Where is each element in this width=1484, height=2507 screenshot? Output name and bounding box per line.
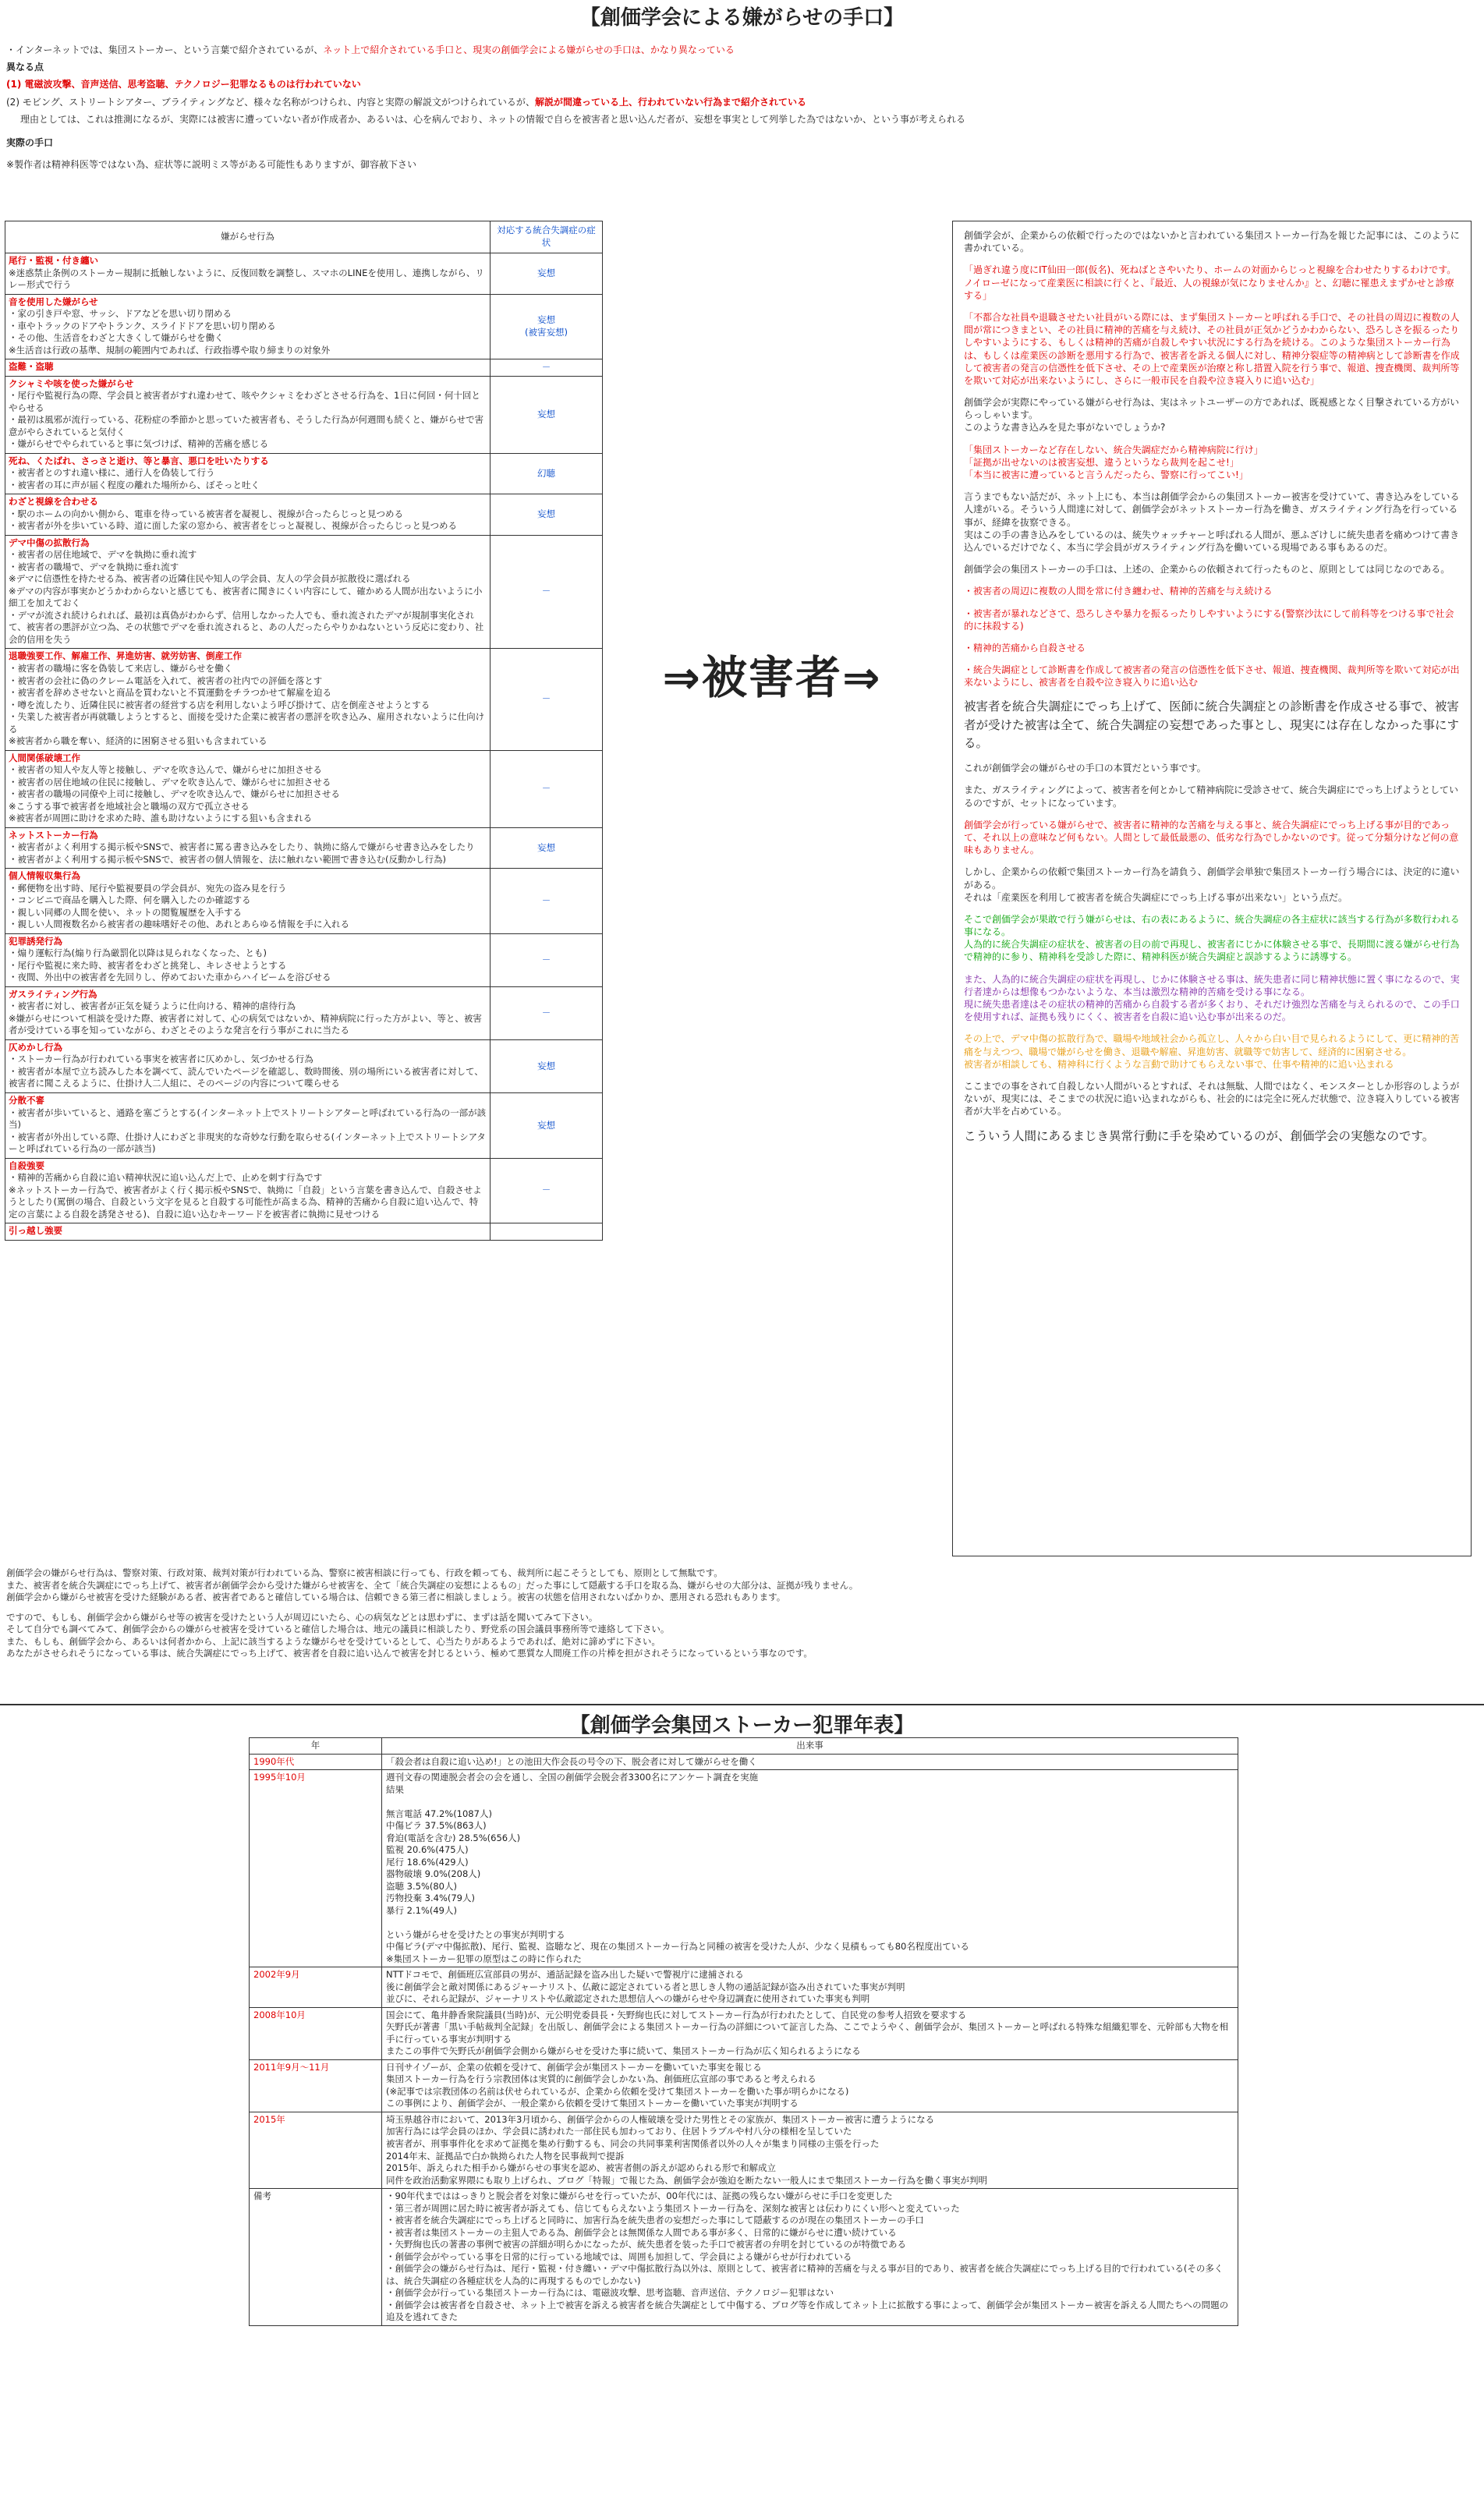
harassment-details: ・被害者とのすれ違い様に、通行人を偽装して行う ・被害者の耳に声が届く程度の離れた場所から、ぼそっと吐く bbox=[9, 467, 260, 490]
harassment-row bbox=[5, 359, 603, 377]
harassment-row bbox=[5, 649, 603, 750]
chronology-year: 2011年9月〜11月 bbox=[250, 2059, 382, 2112]
chronology-event: 埼玉県越谷市において、2013年3月頃から、創価学会からの人権破壊を受けた男性とその家族が、集団ストーカー被害に遭うようになる 加害行為には学会員のほか、学会員に誘われた一部住民も加わっており、住居トラブルや村八分の様相を呈していた 被害者が、刑事事件化を求めて証拠を集め行動するも、同会の共同事業利害関係者以外の人々が集まり同様の主張を行った 2014年末、証拠品で白か執拗られた人物を民事裁判で提訴 2015年、訴えられた相手から嫌がらせの事実を認め、被害者側の訴えが認められる形で和解成立 同件を政治活動家界隈にも取り上げられ、ブログ「特報」で報じた為、創価学会が強迫を断たない一般人にまで集団ストーカー行為を働く事実が判明 bbox=[382, 2112, 1238, 2188]
harassment-cell bbox=[5, 494, 491, 536]
harassment-row bbox=[5, 1093, 603, 1159]
harassment-title: 人間関係破壊工作 bbox=[9, 752, 80, 763]
harassment-title: 犯罪誘発行為 bbox=[9, 935, 62, 947]
diff-item-2-reason: 理由としては、これは推測になるが、実際には被害に遭っていない者が作成者か、あるいは、心を病んでおり、ネットの情報で自らを被害者と思い込んだ者が、妄想を事実として列挙した為ではないか、という事が考えられる bbox=[20, 113, 966, 125]
harassment-title: 尾行・監視・付き纏い bbox=[9, 255, 98, 266]
chronology-year: 2015年 bbox=[250, 2112, 382, 2188]
header-event: 出来事 bbox=[382, 1738, 1238, 1755]
chronology-event: ・90年代までははっきりと脱会者を対象に嫌がらせを行っていたが、00年代には、証拠の残らない嫌がらせに手口を変更した ・第三者が周囲に居た時に被害者が訴えても、信じてもらえないよう集団ストーカー行為を、深刻な被害とは伝わりにくい形へと変えていった ・被害者を統合失調症にでっち上げると同時に、加害行為を統失患者の妄想だった事にして隠蔽するのが現在の集団ストーカーの手口 ・被害者は集団ストーカーの主狙人である為、創価学会とは無関係な人間である事が多く、日常的に嫌がらせに遭い続けている ・矢野絢也氏の著書の事例で被害の詳細が明らかになったが、統失患者を装った手口で被害者の弁明を封じているのが特徴である ・創価学会がやっている事を日常的に行っている地域では、周囲も加担して、学会員による嫌がらせが行われている ・創価学会の嫌がらせ行為は、尾行・監視・付き纏い・デマ中傷拡散行為以外は、原則として、被害者に精神的苦痛を与える事が目的であり、被害者を統合失調症にでっち上げる目的で行われている(その多くは、統合失調症の各種症状を人為的に再現するものでしかない) ・創価学会が行っている集団ストーカー行為には、電磁波攻撃、思考盗聴、音声送信、テクノロジー犯罪はない ・創価学会は被害者を自殺させ、ネット上で被害を訴える被害者を統合失調症として中傷する、ブログ等を作成してネット上に拡散する事によって、創価学会が集団ストーカー被害を訴える人間たちへの問題の追及を逃れてきた bbox=[382, 2189, 1238, 2326]
harassment-details: ・被害者に対し、被害者が正気を疑うように仕向ける、精神的虐待行為 ※嫌がらせについて相談を受けた際、被害者に対して、心の病気ではないか、精神病院に行った方がよい、等と、被害者が受けている事を知っていながら、わざとそのような発言を行う事がこれに当たる bbox=[9, 1000, 482, 1036]
harassment-cell bbox=[5, 869, 491, 934]
intro-line1-red: ネット上で紹介されている手口と、現実の創価学会による嫌がらせの手口は、かなり異なっている bbox=[323, 44, 735, 55]
harassment-cell bbox=[5, 453, 491, 494]
harassment-cell bbox=[5, 253, 491, 295]
harassment-details: ・被害者の知人や友人等と接触し、デマを吹き込んで、嫌がらせに加担させる ・被害者の居住地域の住民に接触し、デマを吹き込んで、嫌がらせに加担させる ・被害者の職場の同僚や上司に接触し、デマを吹き込んで、嫌がらせに加担させる ※こうする事で被害者を地域社会と職場の双方で孤立させる ※被害者が周囲に助けを求めた時、誰も助けないようにする狙いも含まれる bbox=[9, 764, 340, 824]
harassment-row bbox=[5, 869, 603, 934]
rbox-conclusion: こういう人間にあるまじき異常行動に手を染めているのが、創価学会の実態なのです。 bbox=[964, 1128, 1435, 1143]
chronology-event: NTTドコモで、創価班広宣部員の男が、通話記録を盗み出した疑いで警視庁に逮捕される 後に創価学会と敵対関係にあるジャーナリスト、仏敵に認定されている者と思しき人物の通話記録が盗み出されていた事実が判明 並びに、それら記録が、ジャーナリストや仏敵認定された思想信人への嫌がらせや身辺調査に使用されていた事実も判明 bbox=[382, 1967, 1238, 2008]
page-title: 【創価学会による嫌がらせの手口】 bbox=[579, 6, 905, 30]
harassment-title: 引っ越し強要 bbox=[9, 1225, 62, 1237]
rbox-point-3: ・精神的苦痛から自殺させる bbox=[964, 642, 1086, 653]
rbox-p1: 創価学会が、企業からの依頼で行ったのではないかと言われている集団ストーカー行為を報じた記事には、このように書かれている。 bbox=[964, 230, 1460, 254]
chronology-year: 2008年10月 bbox=[250, 2007, 382, 2059]
diff2-red: 解説が間違っている上、行われていない行為まで紹介されている bbox=[534, 96, 806, 108]
harassment-details: ・被害者が歩いていると、通路を塞ごうとする(インターネット上でストリートシアターと呼ばれている行為の一部が該当) ・被害者が外出している際、仕掛け人にわざと非現実的な奇妙な行動を取らせる(インターネット上でストリートシアターと呼ばれている行為の一部が該当) bbox=[9, 1107, 487, 1155]
harassment-row bbox=[5, 827, 603, 869]
chronology-row bbox=[250, 2007, 1238, 2059]
intro-line1-prefix: ・インターネットでは、集団ストーカー、という言葉で紹介されているが、 bbox=[6, 44, 324, 55]
chronology-row bbox=[250, 2059, 1238, 2112]
harassment-row bbox=[5, 933, 603, 986]
header-harassment: 嫌がらせ行為 bbox=[5, 221, 491, 253]
harassment-details bbox=[5, 1238, 490, 1240]
rbox-p19: その上で、デマ中傷の拡散行為で、職場や地域社会から孤立し、人々から白い目で見られるようにして、更に精神的苦痛を与えつつ、職場で嫌がらせを働き、退職や解雇、昇進妨害、就職等で妨害して、経済的に困窮させる。 被害者が相談しても、精神科に行くような言動で助けてもらえない事で、仕事や精神的に追い込まれる bbox=[964, 1033, 1460, 1070]
harassment-row bbox=[5, 376, 603, 453]
footnotes bbox=[6, 1567, 1472, 1664]
rbox-p6: 言うまでもない話だが、ネット上にも、本当は創価学会からの集団ストーカー被害を受けていて、書き込みをしている人達がいる。そういう人間達に対して、創価学会がネットストーカー行為を働き、ガスライティング行為を行っている事が、経緯を抜察できる。 実はこの手の書き込みをしているのは、統失ウォッチャーと呼ばれる人間が、悪ふざけしに統失患者を痛めつけて書き込んでいるだけでなく、本当に学会員がガスライティング行為を働いている現場である事もあるのだ。 bbox=[964, 491, 1460, 553]
harassment-row bbox=[5, 494, 603, 536]
harassment-row bbox=[5, 986, 603, 1039]
chronology-row bbox=[250, 1770, 1238, 1967]
diff2-prefix: (2) モビング、ストリートシアター、ブライティングなど、様々な名称がつけられ、内容と実際の解説文がつけられているが、 bbox=[6, 96, 535, 108]
harassment-details: ・煽り運転行為(煽り行為厳罰化以降は見られなくなった、とも) ・尾行や監視に来た時、被害者をわざと挑発し、キレさせようとする ・夜間、外出中の被害者を先回りし、停めておいた車からハイビームを浴びせる bbox=[9, 947, 331, 983]
harassment-cell bbox=[5, 535, 491, 649]
header-symptom: 対応する統合失調症の症状 bbox=[491, 221, 603, 253]
symptom-cell: － bbox=[491, 1158, 603, 1223]
chronology-year: 1995年10月 bbox=[250, 1770, 382, 1967]
symptom-cell: － bbox=[491, 649, 603, 750]
rbox-point-1: ・被害者の周辺に複数の人間を常に付き纏わせ、精神的苦痛を与え続ける bbox=[964, 586, 1273, 597]
symptom-cell bbox=[491, 1223, 603, 1241]
harassment-title: 盗難・盗聴 bbox=[9, 361, 54, 373]
harassment-details: ・被害者がよく利用する掲示板やSNSで、被害者に罵る書き込みをしたり、執拗に絡んで嫌がらせ書き込みをしたり ・被害者がよく利用する掲示板やSNSで、被害者の個人情報を、法に触れない範囲で書き込む(反動かし行為) bbox=[9, 841, 475, 865]
harassment-title: 死ね、くたばれ、さっさと逝け、等と暴言、悪口を吐いたりする bbox=[9, 455, 269, 466]
methods-heading: 実際の手口 bbox=[6, 136, 54, 148]
symptom-cell: 妄想 bbox=[491, 827, 603, 869]
chronology-event: 国会にて、亀井静香衆院議員(当時)が、元公明党委員長・矢野絢也氏に対してストーカー行為が行われたとして、自民党の参考人招致を要求する 矢野氏が著書「黒い手帖裁判全記録」を出版し、創価学会による集団ストーカー行為の詳細について証言した為、ここでようやく、創価学会が、集団ストーカーと呼ばれる特殊な組織犯罪を、元幹部も大物を相手に行っている事実が判明する またこの事件で矢野氏が創価学会側から嫌がらせを受けた事に続いて、集団ストーカー行為が広く知られるようになる bbox=[382, 2007, 1238, 2059]
harassment-cell bbox=[5, 1093, 491, 1159]
harassment-details: ・被害者の職場に客を偽装して来店し、嫌がらせを働く ・被害者の会社に偽のクレーム電話を入れて、被害者の社内での評価を落とす ・被害者を辞めさせないと商品を買わないと不買運動をチラつかせて解雇を迫る ・噂を流したり、近隣住民に被害者の経営する店を利用しないよう呼び掛けて、店を倒産させようとする ・失業した被害者が再就職しようとすると、面接を受けた企業に被害者の悪評を吹き込み、雇用されないように仕向ける ※被害者から職を奪い、経済的に困窮させる狙いも含まれている bbox=[9, 662, 485, 747]
harassment-title: ネットストーカー行為 bbox=[9, 829, 98, 841]
harassment-title: 個人情報収集行為 bbox=[9, 870, 80, 882]
symptom-cell: 幻聴 bbox=[491, 453, 603, 494]
rbox-p20: ここまでの事をされて自殺しない人間がいるとすれば、それは無駄、人間ではなく、モンスターとしか形容のしようがないが、現実には、そこまでの状況に追い込まれながらも、社会的には完全に死んだ状態で、泣き寝入りしている被害者が大半を占めている。 bbox=[964, 1080, 1460, 1117]
harassment-row bbox=[5, 750, 603, 827]
rbox-p16: しかし、企業からの依頼で集団ストーカー行為を請負う、創価学会単独で集団ストーカー行う場合には、決定的に違いがある。 それは「産業医を利用して被害者を統合失調症にでっち上げる事が出来ない」という点だ。 bbox=[964, 866, 1460, 903]
harassment-row bbox=[5, 1039, 603, 1092]
rbox-p7: 創価学会の集団ストーカーの手口は、上述の、企業からの依頼されて行ったものと、原則としては同じなのである。 bbox=[964, 564, 1450, 575]
harassment-cell bbox=[5, 294, 491, 359]
harassment-cell bbox=[5, 1223, 491, 1241]
chronology-row bbox=[250, 1967, 1238, 2008]
footnote-2: ですので、もしも、創価学会から嫌がらせ等の被害を受けたという人が周辺にいたら、心の病気などとは思わずに、まずは話を聞いてみて下さい。 そして自分でも調べてみて、創価学会からの嫌がらせ被害を受けていると確信した場合は、地元の議員に相談したり、野党系の国会議員事務所等で連絡して下さい。 また、もしも、創価学会から、あるいは何者かから、上記に該当するような嫌がらせを受けているとして、心当たりがあるようであれば、絶対に諦めずに下さい。 あなたがさせられそうになっている事は、統合失調症にでっち上げて、被害者を自殺に追い込んで被害を封じるという、極めて悪質な人間廃工作の片棒を担がされそうになっているという事なのです。 bbox=[6, 1611, 813, 1659]
symptom-cell: 妄想 bbox=[491, 1093, 603, 1159]
methods-note: ※製作者は精神科医等ではない為、症状等に説明ミス等がある可能性もありますが、御容赦下さい bbox=[6, 159, 417, 171]
chronology-title: 【創価学会集団ストーカー犯罪年表】 bbox=[569, 1714, 915, 1737]
harassment-row bbox=[5, 253, 603, 295]
symptom-cell: － bbox=[491, 750, 603, 827]
chronology-row bbox=[250, 2112, 1238, 2188]
rbox-p4: 創価学会が実際にやっている嫌がらせ行為は、実はネットユーザーの方であれば、既視感となく目撃されている方がいらっしゃいます。 このような書き込みを見た事がないでしょうか? bbox=[964, 397, 1460, 434]
symptom-cell: 妄想 bbox=[491, 376, 603, 453]
harassment-row bbox=[5, 453, 603, 494]
harassment-row bbox=[5, 1223, 603, 1241]
harassment-title: 退職強要工作、解雇工作、昇進妨害、就労妨害、倒産工作 bbox=[9, 650, 242, 662]
harassment-title: クシャミや咳を使った嫌がらせ bbox=[9, 377, 134, 389]
chronology-year: 2002年9月 bbox=[250, 1967, 382, 2008]
chronology-year: 1990年代 bbox=[250, 1754, 382, 1770]
harassment-row bbox=[5, 1158, 603, 1223]
section-divider bbox=[0, 1704, 1484, 1705]
diff-item-1: (1) 電磁波攻撃、音声送信、思考盗聴、テクノロジー犯罪なるものは行われていない bbox=[6, 79, 361, 90]
harassment-cell bbox=[5, 827, 491, 869]
harassment-cell bbox=[5, 376, 491, 453]
differences-heading: 異なる点 bbox=[6, 62, 44, 73]
harassment-details: ※迷惑禁止条例のストーカー規制に抵触しないように、反復回数を調整し、スマホのLINEを使用し、連携しながら、リレー形式で行う bbox=[9, 267, 484, 291]
harassment-title: デマ中傷の拡散行為 bbox=[9, 536, 90, 548]
harassment-cell bbox=[5, 649, 491, 750]
harassment-row bbox=[5, 535, 603, 649]
intro-line1 bbox=[6, 44, 1472, 56]
symptom-cell: － bbox=[491, 933, 603, 986]
harassment-title: 自殺強要 bbox=[9, 1160, 44, 1171]
harassment-row bbox=[5, 294, 603, 359]
chronology-event: 週刊文春の関連脱会者会の会を通し、全国の創価学会脱会者3300名にアンケート調査を実施 結果 無言電話 47.2%(1087人) 中傷ビラ 37.5%(863人) 脅迫(電話を含む) 28.5%(656人) 監視 20.6%(475人) 尾行 18.6%(429人) 器物破壊 9.0%(208人) 盗聴 3.5%(80人) 汚物投棄 3.4%(79人) 暴行 2.1%(49人) という嫌がらせを受けたとの事実が判明する 中傷ビラ(デマ中傷拡散)、尾行、監視、盗聴など、現在の集団ストーカー行為と同種の被害を受けた人が、少なく見積もっても80名程度出ている ※集団ストーカー犯罪の原型はこの時に作られた bbox=[382, 1770, 1238, 1967]
explanation-box bbox=[952, 221, 1472, 1556]
harassment-cell bbox=[5, 933, 491, 986]
header-year: 年 bbox=[250, 1738, 382, 1755]
harassment-details: ・尾行や監視行為の際、学会員と被害者がすれ違わせて、咳やクシャミをわざとさせる行為を、1日に何回・何十回とやらせる ・最初は風邪が流行っている、花粉症の季節かと思っていた被害者も、そうした行為が何週間も続くと、嫌がらせで害意がやらされていると気付く ・嫌がらせでやられていると事に気づけば、精神的苦痛を感じる bbox=[9, 390, 484, 450]
rbox-quote-1: 「過ぎれ違う度にIT仙田一郎(仮名)、死ねばとさやいたり、ホームの対面からじっと視線を合わせたりするわけです。ノイローゼになって産業医に相談に行くと、『最近、人の視線が気になりませんか』と、幻聴に罹患えまずかせと診療する」 bbox=[964, 264, 1457, 301]
chronology-event: 「殺会者は自殺に追い込め!」との池田大作会長の号令の下、脱会者に対して嫌がらせを働く bbox=[382, 1754, 1238, 1770]
harassment-title: わざと視線を合わせる bbox=[9, 496, 98, 508]
harassment-cell bbox=[5, 359, 491, 377]
symptom-cell: － bbox=[491, 869, 603, 934]
harassment-details: ・被害者の居住地域で、デマを執拗に垂れ流す ・被害者の職場で、デマを執拗に垂れ流す ※デマに信憑性を持たせる為、被害者の近隣住民や知人の学会員、友人の学会員が拡散役に選ばれる ※デマの内容が事実かどうかわからないと感じても、被害者に聞きにくい内容にして、確かめる人間が出ないように小細工を加えておく ・デマが流され続けられれば、最初は真偽がわからず、信用しなかった人でも、垂れ流されたデマが規制事実化されて、被害者の悪評が立つ為、その状態でデマを垂れ流されると、あの人だったらやりかねないという反応に変わり、社会的信用を失う bbox=[9, 549, 484, 645]
symptom-cell: － bbox=[491, 986, 603, 1039]
harassment-details: ・郵便物を出す時、尾行や監視要員の学会員が、宛先の盗み見を行う ・コンビニで商品を購入した際、何を購入したのか確認する ・親しい同郷の人間を使い、ネットの閲覧履歴を入手する ・親しい人間複数名から被害者の趣味嗜好その他、あれとあらゆる情報を手に入れる bbox=[9, 882, 349, 930]
harassment-cell bbox=[5, 750, 491, 827]
chronology-year: 備考 bbox=[250, 2189, 382, 2326]
intro-section bbox=[6, 44, 1472, 175]
harassment-title: 仄めかし行為 bbox=[9, 1041, 62, 1053]
rbox-point-2: ・被害者が暴れなどさて、恐ろしさや暴力を振るったりしやすいようにする(警察沙汰にして前科等をつける事で社会的に抹殺する) bbox=[964, 607, 1454, 632]
harassment-cell bbox=[5, 1039, 491, 1092]
harassment-cell bbox=[5, 986, 491, 1039]
harassment-details: ・精神的苦痛から自殺に追い精神状況に追い込んだ上で、止めを刺す行為です ※ネットストーカー行為で、被害者がよく行く掲示板やSNSで、執拗に「自殺」という言葉を書き込んで、自殺させようとしたり(罵倒の場合、自殺という文字を見ると自殺する可能性が高まる為、精神的苦痛から自殺に追い込んで、特定の言葉による自殺を誘発させる)、自殺に追い込むキーワードを被害者に執拗に見せつける bbox=[9, 1172, 482, 1220]
diff-item-2 bbox=[6, 96, 1472, 108]
rbox-p18: また、人為的に統合失調症の症状を再現し、じかに体験させる事は、統失患者に同じ精神状態に置く事になるので、実行者達からは想像もつかないような、本当は激烈な精神的苦痛を受ける事になる。 現に統失患者達はその症状の精神的苦痛から自殺する者が多くおり、それだけ強烈な苦痛を与えられるので、この手口を使用すれば、証拠も残りにくく、被害者を自殺に追い込む事が出来るのだ。 bbox=[964, 973, 1460, 1023]
harassment-table bbox=[5, 221, 603, 1241]
harassment-title: 音を使用した嫌がらせ bbox=[9, 296, 98, 307]
victim-arrow-label: ⇒被害者⇒ bbox=[662, 651, 882, 704]
rbox-summary: 被害者を統合失調症にでっち上げて、医師に統合失調症との診断書を作成させる事で、被害者が受けた被害は全て、統合失調症の妄想であった事とし、現実には存在しなかった事にする。 bbox=[964, 699, 1460, 750]
harassment-title: ガスライティング行為 bbox=[9, 988, 97, 1000]
symptom-cell: － bbox=[491, 535, 603, 649]
rbox-p17: そこで創価学会が果敢で行う嫌がらせは、右の表にあるように、統合失調症の各主症状に該当する行為が多数行われる事になる。 人為的に統合失調症の症状を、被害者の目の前で再現し、被害者にじかに体験させる事で、長期間に渡る嫌がらせ行為で精神的に参り、精神科を受診した際に、精神科医が統合失調症と誤診するように誘導する。 bbox=[964, 913, 1460, 963]
footnote-1: 創価学会の嫌がらせ行為は、警察対策、行政対策、裁判対策が行われている為、警察に被害相談に行っても、行政を頼っても、裁判所に起こそうとしても、原則として無駄です。 また、被害者を統合失調症にでっち上げて、被害者が創価学会から受けた嫌がらせ被害を、全て「統合失調症の妄想によるもの」だった事にして隠蔽する手口を取る為、嫌がらせの大部分は、証拠が残りません。 創価学会から嫌がらせ被害を受けた経験がある者、被害者であると確信している場合は、信頼できる第三者に相談しましょう。被害の状態を信用されないばかりか、悪用される恐れもあります。 bbox=[6, 1567, 859, 1603]
chronology-event: 日刊サイゾーが、企業の依頼を受けて、創価学会が集団ストーカーを働いていた事実を報じる 集団ストーカー行為を行う宗教団体は実質的に創価学会しかない為、創価班広宣部の事であると考えられる (※記事では宗教団体の名前は伏せられているが、企業から依頼を受けて集団ストーカーを働いた事が明らかになる) この事例により、創価学会が、一般企業から依頼を受けて集団ストーカーを働いていた事実が判明する bbox=[382, 2059, 1238, 2112]
rbox-quote-3: 「集団ストーカーなど存在しない、統合失調症だから精神病院に行け」 「証拠が出せないのは被害妄想、違うというなら裁判を起こせ!」 「本当に被害に遭っていると言うんだったら、警察に行ってこい!」 bbox=[964, 444, 1263, 480]
rbox-point-4: ・統合失調症として診断書を作成して被害者の発言の信憑性を低下させ、報道、捜査機関、裁判所等を欺いて対応が出来ないようにし、被害者を自殺や泣き寝入りに追い込む bbox=[964, 664, 1460, 689]
chronology-row bbox=[250, 1754, 1238, 1770]
harassment-details: ・ストーカー行為が行われている事実を被害者に仄めかし、気づかせる行為 ・被害者が本屋で立ち読みした本を調べて、読んでいたページを確認し、数時間後、別の場所にいる被害者に対して、被害者に聞こえるように、仕掛け人二人組に、そのページの内容について喋らせる bbox=[9, 1053, 483, 1089]
symptom-cell: － bbox=[491, 359, 603, 377]
chronology-table bbox=[249, 1737, 1238, 2326]
harassment-cell bbox=[5, 1158, 491, 1223]
chronology-row bbox=[250, 2189, 1238, 2326]
rbox-p15: 創価学会が行っている嫌がらせで、被害者に精神的な苦痛を与える事と、統合失調症にでっち上げる事が目的であって、それ以上の意味など何もない。人間として最低最悪の、低劣な行為でしかないのです。従って分類分けなど何の意味もありません。 bbox=[964, 819, 1459, 856]
rbox-quote-2: 「不都合な社員や退職させたい社員がいる際には、まず集団ストーカーと呼ばれる手口で、その社員の周辺に複数の人間が常につきまとい、その社員に精神的苦痛を与え続け、その社員が正気かどうかわからない、恐ろしさを振るったりしやすいようにする、もしくは精神的苦痛が自殺しやすい状況にする行為を続ける。このような集団ストーカー行為は、もしくは産業医の診断を悪用する行為で、被害者を訴える個人に対し、精神分裂症等の精神病として診断書を作成して被害者の発言の信憑性を低下させ、その上で産業医が治療と称し措置入院を行う事で、報道、捜査機関、裁判所等を欺いて対応が出来ないようにし、さらに一般市民を自殺や泣き寝入りに追い込む」 bbox=[964, 311, 1460, 386]
rbox-p14: また、ガスライティングによって、被害者を何とかして精神病院に受診させて、統合失調症にでっち上げようとしているのですが、セットになっています。 bbox=[964, 784, 1458, 809]
symptom-cell: 妄想 bbox=[491, 253, 603, 295]
symptom-cell: 妄想 bbox=[491, 1039, 603, 1092]
harassment-title: 分散不審 bbox=[9, 1095, 44, 1106]
harassment-details: ・駅のホームの向かい側から、電車を待っている被害者を凝視し、視線が合ったらじっと見つめる ・被害者が外を歩いている時、道に面した家の窓から、被害者をじっと凝視し、視線が合ったらじっと見つめる bbox=[9, 508, 457, 532]
rbox-p13: これが創価学会の嫌がらせの手口の本質だという事です。 bbox=[964, 763, 1206, 774]
symptom-cell: 妄想 (被害妄想) bbox=[491, 294, 603, 359]
harassment-details: ・家の引き戸や窓、サッシ、ドアなどを思い切り閉める ・車やトラックのドアやトランク、スライドドアを思い切り閉める ・その他、生活音をわざと大きくして嫌がらせを働く ※生活音は行政の基準、規制の範囲内であれば、行政指導や取り締まりの対象外 bbox=[9, 308, 331, 356]
symptom-cell: 妄想 bbox=[491, 494, 603, 536]
